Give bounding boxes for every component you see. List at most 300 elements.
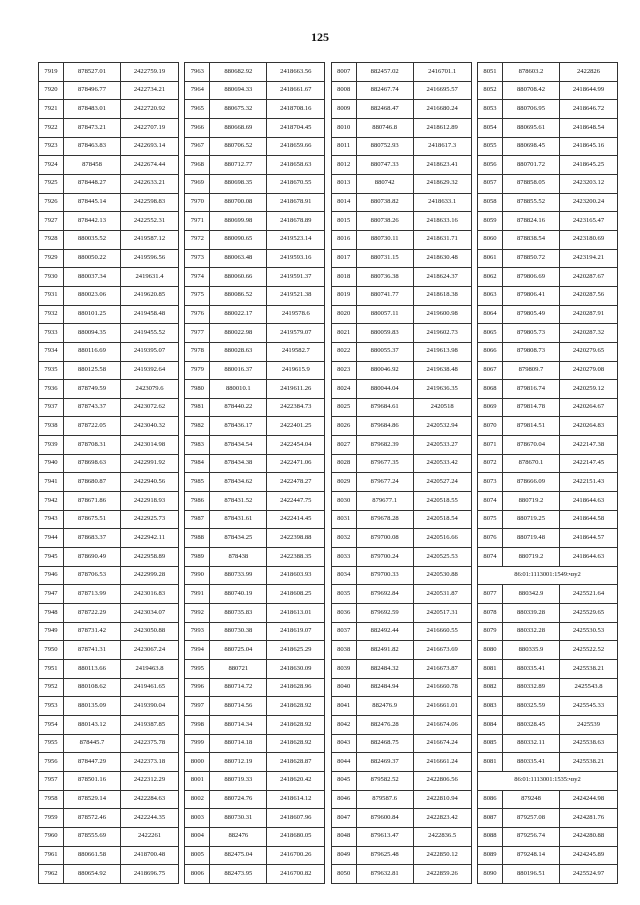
x-coordinate-cell: 878671.86 bbox=[64, 492, 121, 511]
x-coordinate-cell: 880682.92 bbox=[210, 63, 267, 82]
table-row bbox=[331, 734, 471, 753]
x-coordinate-cell: 878698.63 bbox=[64, 454, 121, 473]
table-row bbox=[185, 230, 325, 249]
x-coordinate-cell: 878527.01 bbox=[64, 63, 121, 82]
point-number-cell: 8061 bbox=[477, 249, 502, 268]
x-coordinate-cell: 880010.1 bbox=[210, 380, 267, 399]
table-row bbox=[185, 585, 325, 604]
table-row bbox=[331, 249, 471, 268]
y-coordinate-cell: 2422991.92 bbox=[121, 454, 179, 473]
point-number-cell: 7931 bbox=[39, 286, 64, 305]
table-row bbox=[39, 827, 179, 846]
x-coordinate-cell: 878483.01 bbox=[64, 100, 121, 119]
table-row bbox=[477, 790, 617, 809]
point-number-cell: 7959 bbox=[39, 809, 64, 828]
y-coordinate-cell: 2420518.54 bbox=[413, 510, 471, 529]
x-coordinate-cell: 879677.24 bbox=[356, 473, 413, 492]
y-coordinate-cell: 2425530.53 bbox=[559, 622, 617, 641]
point-number-cell: 8071 bbox=[477, 436, 502, 455]
y-coordinate-cell: 2422261 bbox=[121, 827, 179, 846]
point-number-cell: 8075 bbox=[477, 510, 502, 529]
table-row bbox=[185, 63, 325, 82]
x-coordinate-cell: 880714.18 bbox=[210, 734, 267, 753]
table-row bbox=[185, 790, 325, 809]
point-number-cell: 7919 bbox=[39, 63, 64, 82]
y-coordinate-cell: 2422674.44 bbox=[121, 156, 179, 175]
x-coordinate-cell: 880735.83 bbox=[210, 604, 267, 623]
table-row bbox=[39, 436, 179, 455]
point-number-cell: 8065 bbox=[477, 324, 502, 343]
table-row bbox=[185, 156, 325, 175]
y-coordinate-cell: 2419387.85 bbox=[121, 715, 179, 734]
point-number-cell: 7957 bbox=[39, 771, 64, 790]
y-coordinate-cell: 2422693.14 bbox=[121, 137, 179, 156]
y-coordinate-cell: 2418670.55 bbox=[267, 174, 325, 193]
point-number-cell: 7997 bbox=[185, 697, 210, 716]
x-coordinate-cell: 880719.33 bbox=[210, 771, 267, 790]
x-coordinate-cell: 882476.9 bbox=[356, 697, 413, 716]
x-coordinate-cell: 880339.28 bbox=[502, 604, 559, 623]
table-row bbox=[185, 697, 325, 716]
x-coordinate-cell: 879809.7 bbox=[502, 361, 559, 380]
point-number-cell: 7979 bbox=[185, 361, 210, 380]
y-coordinate-cell: 2418625.29 bbox=[267, 641, 325, 660]
x-coordinate-cell: 878670.1 bbox=[502, 454, 559, 473]
x-coordinate-cell: 879677.35 bbox=[356, 454, 413, 473]
y-coordinate-cell: 2423016.83 bbox=[121, 585, 179, 604]
table-row bbox=[39, 361, 179, 380]
point-number-cell: 8085 bbox=[477, 734, 502, 753]
point-number-cell: 7935 bbox=[39, 361, 64, 380]
point-number-cell: 8074 bbox=[477, 548, 502, 567]
point-number-cell: 8052 bbox=[477, 81, 502, 100]
y-coordinate-cell: 2422826 bbox=[559, 63, 617, 82]
table-row bbox=[331, 286, 471, 305]
point-number-cell: 8013 bbox=[331, 174, 356, 193]
table-row bbox=[185, 380, 325, 399]
y-coordinate-cell: 2418628.87 bbox=[267, 753, 325, 772]
table-row bbox=[331, 753, 471, 772]
x-coordinate-cell: 880731.15 bbox=[356, 249, 413, 268]
x-coordinate-cell: 879692.84 bbox=[356, 585, 413, 604]
y-coordinate-cell: 2416661.01 bbox=[413, 697, 471, 716]
table-row bbox=[185, 193, 325, 212]
point-number-cell: 7998 bbox=[185, 715, 210, 734]
point-number-cell: 7930 bbox=[39, 268, 64, 287]
y-coordinate-cell: 2420531.87 bbox=[413, 585, 471, 604]
y-coordinate-cell: 2419602.73 bbox=[413, 324, 471, 343]
point-number-cell: 8078 bbox=[477, 604, 502, 623]
point-number-cell: 7928 bbox=[39, 230, 64, 249]
point-number-cell: 7941 bbox=[39, 473, 64, 492]
y-coordinate-cell: 2418614.12 bbox=[267, 790, 325, 809]
x-coordinate-cell: 878445.7 bbox=[64, 734, 121, 753]
table-row bbox=[477, 622, 617, 641]
table-row bbox=[331, 100, 471, 119]
table-row bbox=[477, 436, 617, 455]
table-row bbox=[331, 697, 471, 716]
x-coordinate-cell: 880196.51 bbox=[502, 865, 559, 884]
x-coordinate-cell: 880738.26 bbox=[356, 212, 413, 231]
table-row bbox=[185, 436, 325, 455]
table-row bbox=[39, 212, 179, 231]
point-number-cell: 8006 bbox=[185, 865, 210, 884]
table-row bbox=[185, 566, 325, 585]
table-row bbox=[331, 417, 471, 436]
point-number-cell: 7926 bbox=[39, 193, 64, 212]
y-coordinate-cell: 2418645.25 bbox=[559, 156, 617, 175]
y-coordinate-cell: 2419395.07 bbox=[121, 342, 179, 361]
table-row bbox=[477, 641, 617, 660]
point-number-cell: 8011 bbox=[331, 137, 356, 156]
y-coordinate-cell: 2422401.25 bbox=[267, 417, 325, 436]
table-row bbox=[477, 865, 617, 884]
point-number-cell: 8068 bbox=[477, 380, 502, 399]
table-row bbox=[477, 585, 617, 604]
table-row bbox=[185, 715, 325, 734]
x-coordinate-cell: 880016.37 bbox=[210, 361, 267, 380]
table-row bbox=[185, 753, 325, 772]
point-number-cell: 8015 bbox=[331, 212, 356, 231]
point-number-cell: 7989 bbox=[185, 548, 210, 567]
y-coordinate-cell: 2420525.53 bbox=[413, 548, 471, 567]
y-coordinate-cell: 2422806.56 bbox=[413, 771, 471, 790]
y-coordinate-cell: 2423079.6 bbox=[121, 380, 179, 399]
coordinate-table-2 bbox=[184, 62, 325, 884]
x-coordinate-cell: 878434.54 bbox=[210, 436, 267, 455]
point-number-cell: 7976 bbox=[185, 305, 210, 324]
x-coordinate-cell: 879257.08 bbox=[502, 809, 559, 828]
point-number-cell: 8064 bbox=[477, 305, 502, 324]
x-coordinate-cell: 880719.48 bbox=[502, 529, 559, 548]
point-number-cell: 8028 bbox=[331, 454, 356, 473]
y-coordinate-cell: 2416660.78 bbox=[413, 678, 471, 697]
point-number-cell: 7975 bbox=[185, 286, 210, 305]
x-coordinate-cell: 880675.32 bbox=[210, 100, 267, 119]
x-coordinate-cell: 880037.34 bbox=[64, 268, 121, 287]
x-coordinate-cell: 880332.89 bbox=[502, 678, 559, 697]
x-coordinate-cell: 880335.41 bbox=[502, 660, 559, 679]
x-coordinate-cell: 879808.73 bbox=[502, 342, 559, 361]
y-coordinate-cell: 2419521.38 bbox=[267, 286, 325, 305]
point-number-cell: 7947 bbox=[39, 585, 64, 604]
y-coordinate-cell: 2420264.83 bbox=[559, 417, 617, 436]
x-coordinate-cell: 879805.73 bbox=[502, 324, 559, 343]
table-row bbox=[477, 660, 617, 679]
y-coordinate-cell: 2418613.01 bbox=[267, 604, 325, 623]
table-row bbox=[39, 174, 179, 193]
table-row bbox=[39, 230, 179, 249]
y-coordinate-cell: 2423067.24 bbox=[121, 641, 179, 660]
table-row bbox=[39, 454, 179, 473]
point-number-cell: 7944 bbox=[39, 529, 64, 548]
point-number-cell: 8039 bbox=[331, 660, 356, 679]
point-number-cell: 7994 bbox=[185, 641, 210, 660]
point-number-cell: 8014 bbox=[331, 193, 356, 212]
x-coordinate-cell: 879682.39 bbox=[356, 436, 413, 455]
table-row bbox=[331, 771, 471, 790]
x-coordinate-cell: 880712.19 bbox=[210, 753, 267, 772]
y-coordinate-cell: 2425521.64 bbox=[559, 585, 617, 604]
y-coordinate-cell: 2418645.16 bbox=[559, 137, 617, 156]
x-coordinate-cell: 880740.19 bbox=[210, 585, 267, 604]
table-row bbox=[331, 174, 471, 193]
y-coordinate-cell: 2422633.21 bbox=[121, 174, 179, 193]
point-number-cell: 8067 bbox=[477, 361, 502, 380]
x-coordinate-cell: 879678.28 bbox=[356, 510, 413, 529]
point-number-cell: 7945 bbox=[39, 548, 64, 567]
point-number-cell: 8074 bbox=[477, 492, 502, 511]
table-row bbox=[39, 548, 179, 567]
table-row bbox=[185, 809, 325, 828]
x-coordinate-cell: 880055.37 bbox=[356, 342, 413, 361]
y-coordinate-cell: 2420518.55 bbox=[413, 492, 471, 511]
y-coordinate-cell: 2422375.78 bbox=[121, 734, 179, 753]
table-row bbox=[477, 156, 617, 175]
table-row bbox=[39, 641, 179, 660]
point-number-cell: 8055 bbox=[477, 137, 502, 156]
point-number-cell: 8060 bbox=[477, 230, 502, 249]
x-coordinate-cell: 880712.77 bbox=[210, 156, 267, 175]
point-number-cell: 7933 bbox=[39, 324, 64, 343]
point-number-cell: 8032 bbox=[331, 529, 356, 548]
x-coordinate-cell: 878473.21 bbox=[64, 118, 121, 137]
table-row bbox=[185, 660, 325, 679]
point-number-cell: 8038 bbox=[331, 641, 356, 660]
point-number-cell: 8040 bbox=[331, 678, 356, 697]
y-coordinate-cell: 2418644.63 bbox=[559, 548, 617, 567]
table-row bbox=[477, 454, 617, 473]
table-row bbox=[39, 249, 179, 268]
x-coordinate-cell: 880113.66 bbox=[64, 660, 121, 679]
table-row bbox=[477, 492, 617, 511]
table-row bbox=[39, 809, 179, 828]
x-coordinate-cell: 882457.02 bbox=[356, 63, 413, 82]
point-number-cell: 8029 bbox=[331, 473, 356, 492]
x-coordinate-cell: 879806.69 bbox=[502, 268, 559, 287]
coordinate-table-4 bbox=[477, 62, 618, 884]
table-row bbox=[185, 771, 325, 790]
point-number-cell: 7964 bbox=[185, 81, 210, 100]
y-coordinate-cell: 2422478.27 bbox=[267, 473, 325, 492]
y-coordinate-cell: 2422918.93 bbox=[121, 492, 179, 511]
x-coordinate-cell: 878445.14 bbox=[64, 193, 121, 212]
y-coordinate-cell: 2422598.83 bbox=[121, 193, 179, 212]
y-coordinate-cell: 2419458.48 bbox=[121, 305, 179, 324]
point-number-cell: 7968 bbox=[185, 156, 210, 175]
y-coordinate-cell: 2420533.27 bbox=[413, 436, 471, 455]
x-coordinate-cell: 880730.11 bbox=[356, 230, 413, 249]
point-number-cell: 7972 bbox=[185, 230, 210, 249]
x-coordinate-cell: 878438 bbox=[210, 548, 267, 567]
x-coordinate-cell: 880730.38 bbox=[210, 622, 267, 641]
table-row bbox=[185, 473, 325, 492]
point-number-cell: 8020 bbox=[331, 305, 356, 324]
table-row bbox=[331, 510, 471, 529]
point-number-cell: 7981 bbox=[185, 398, 210, 417]
point-number-cell: 8087 bbox=[477, 809, 502, 828]
point-number-cell: 7953 bbox=[39, 697, 64, 716]
y-coordinate-cell: 2419636.35 bbox=[413, 380, 471, 399]
table-row bbox=[185, 827, 325, 846]
x-coordinate-cell: 878850.72 bbox=[502, 249, 559, 268]
y-coordinate-cell: 2423050.88 bbox=[121, 622, 179, 641]
x-coordinate-cell: 880116.69 bbox=[64, 342, 121, 361]
x-coordinate-cell: 880654.92 bbox=[64, 865, 121, 884]
point-number-cell: 7951 bbox=[39, 660, 64, 679]
x-coordinate-cell: 880108.62 bbox=[64, 678, 121, 697]
x-coordinate-cell: 880706.95 bbox=[502, 100, 559, 119]
point-number-cell: 8077 bbox=[477, 585, 502, 604]
x-coordinate-cell: 879805.49 bbox=[502, 305, 559, 324]
y-coordinate-cell: 2422552.31 bbox=[121, 212, 179, 231]
x-coordinate-cell: 880708.42 bbox=[502, 81, 559, 100]
table-row bbox=[331, 548, 471, 567]
y-coordinate-cell: 2422147.38 bbox=[559, 436, 617, 455]
table-row bbox=[185, 529, 325, 548]
point-number-cell: 8010 bbox=[331, 118, 356, 137]
table-row bbox=[477, 361, 617, 380]
x-coordinate-cell: 878458 bbox=[64, 156, 121, 175]
point-number-cell: 7988 bbox=[185, 529, 210, 548]
point-number-cell: 7987 bbox=[185, 510, 210, 529]
table-row bbox=[185, 324, 325, 343]
x-coordinate-cell: 880125.58 bbox=[64, 361, 121, 380]
point-number-cell: 8009 bbox=[331, 100, 356, 119]
y-coordinate-cell: 2422823.42 bbox=[413, 809, 471, 828]
y-coordinate-cell: 2418623.41 bbox=[413, 156, 471, 175]
y-coordinate-cell: 2424280.88 bbox=[559, 827, 617, 846]
x-coordinate-cell: 878572.46 bbox=[64, 809, 121, 828]
table-row bbox=[331, 230, 471, 249]
y-coordinate-cell: 2418630.48 bbox=[413, 249, 471, 268]
x-coordinate-cell: 882473.95 bbox=[210, 865, 267, 884]
y-coordinate-cell: 2418620.42 bbox=[267, 771, 325, 790]
y-coordinate-cell: 2422398.88 bbox=[267, 529, 325, 548]
point-number-cell: 7939 bbox=[39, 436, 64, 455]
point-number-cell: 8080 bbox=[477, 641, 502, 660]
point-number-cell: 8073 bbox=[477, 473, 502, 492]
point-number-cell: 8072 bbox=[477, 454, 502, 473]
x-coordinate-cell: 878722.05 bbox=[64, 417, 121, 436]
point-number-cell: 7932 bbox=[39, 305, 64, 324]
point-number-cell: 7929 bbox=[39, 249, 64, 268]
point-number-cell: 8090 bbox=[477, 865, 502, 884]
x-coordinate-cell: 882491.82 bbox=[356, 641, 413, 660]
point-number-cell: 7996 bbox=[185, 678, 210, 697]
y-coordinate-cell: 2420517.31 bbox=[413, 604, 471, 623]
y-coordinate-cell: 2418680.05 bbox=[267, 827, 325, 846]
x-coordinate-cell: 880044.04 bbox=[356, 380, 413, 399]
point-number-cell: 8042 bbox=[331, 715, 356, 734]
point-number-cell: 8043 bbox=[331, 734, 356, 753]
x-coordinate-cell: 878690.49 bbox=[64, 548, 121, 567]
y-coordinate-cell: 2418644.58 bbox=[559, 510, 617, 529]
table-row bbox=[185, 249, 325, 268]
x-coordinate-cell: 878666.09 bbox=[502, 473, 559, 492]
x-coordinate-cell: 879248.14 bbox=[502, 846, 559, 865]
table-row bbox=[185, 212, 325, 231]
x-coordinate-cell: 880060.66 bbox=[210, 268, 267, 287]
point-number-cell: 8018 bbox=[331, 268, 356, 287]
x-coordinate-cell: 880714.72 bbox=[210, 678, 267, 697]
x-coordinate-cell: 879684.61 bbox=[356, 398, 413, 417]
point-number-cell: 8031 bbox=[331, 510, 356, 529]
table-row bbox=[331, 380, 471, 399]
table-row bbox=[331, 529, 471, 548]
x-coordinate-cell: 880050.22 bbox=[64, 249, 121, 268]
table-row bbox=[185, 548, 325, 567]
y-coordinate-cell: 2422720.92 bbox=[121, 100, 179, 119]
x-coordinate-cell: 878434.38 bbox=[210, 454, 267, 473]
table-row bbox=[477, 846, 617, 865]
table-row bbox=[477, 604, 617, 623]
table-row bbox=[477, 734, 617, 753]
table-row bbox=[39, 604, 179, 623]
point-number-cell: 8054 bbox=[477, 118, 502, 137]
point-number-cell: 7990 bbox=[185, 566, 210, 585]
x-coordinate-cell: 880714.56 bbox=[210, 697, 267, 716]
y-coordinate-cell: 2422312.29 bbox=[121, 771, 179, 790]
y-coordinate-cell: 2416673.87 bbox=[413, 660, 471, 679]
x-coordinate-cell: 880694.33 bbox=[210, 81, 267, 100]
x-coordinate-cell: 880135.09 bbox=[64, 697, 121, 716]
point-number-cell: 8081 bbox=[477, 660, 502, 679]
y-coordinate-cell: 2418628.92 bbox=[267, 734, 325, 753]
point-number-cell: 7970 bbox=[185, 193, 210, 212]
x-coordinate-cell: 880668.69 bbox=[210, 118, 267, 137]
y-coordinate-cell: 2425538.21 bbox=[559, 753, 617, 772]
x-coordinate-cell: 880332.28 bbox=[502, 622, 559, 641]
x-coordinate-cell: 879700.24 bbox=[356, 548, 413, 567]
table-row bbox=[331, 361, 471, 380]
y-coordinate-cell: 2418628.92 bbox=[267, 697, 325, 716]
y-coordinate-cell: 2416674.06 bbox=[413, 715, 471, 734]
point-number-cell: 7958 bbox=[39, 790, 64, 809]
x-coordinate-cell: 882484.32 bbox=[356, 660, 413, 679]
x-coordinate-cell: 878749.59 bbox=[64, 380, 121, 399]
point-number-cell: 7942 bbox=[39, 492, 64, 511]
table-row bbox=[39, 193, 179, 212]
y-coordinate-cell: 2422850.12 bbox=[413, 846, 471, 865]
table-row bbox=[331, 324, 471, 343]
table-row bbox=[39, 286, 179, 305]
point-number-cell: 8076 bbox=[477, 529, 502, 548]
x-coordinate-cell: 880736.38 bbox=[356, 268, 413, 287]
table-row bbox=[185, 454, 325, 473]
table-row bbox=[477, 286, 617, 305]
x-coordinate-cell: 880325.59 bbox=[502, 697, 559, 716]
point-number-cell: 7969 bbox=[185, 174, 210, 193]
point-number-cell: 8088 bbox=[477, 827, 502, 846]
point-number-cell: 8025 bbox=[331, 398, 356, 417]
table-row bbox=[39, 585, 179, 604]
x-coordinate-cell: 880725.04 bbox=[210, 641, 267, 660]
y-coordinate-cell: 2418629.32 bbox=[413, 174, 471, 193]
x-coordinate-cell: 878824.16 bbox=[502, 212, 559, 231]
y-coordinate-cell: 2423180.69 bbox=[559, 230, 617, 249]
parcel-header-cell: 86:01:1113001:1535:чзу2 bbox=[477, 771, 617, 790]
y-coordinate-cell: 2420287.56 bbox=[559, 286, 617, 305]
point-number-cell: 7992 bbox=[185, 604, 210, 623]
y-coordinate-cell: 2418678.89 bbox=[267, 212, 325, 231]
point-number-cell: 8021 bbox=[331, 324, 356, 343]
table-row bbox=[185, 678, 325, 697]
y-coordinate-cell: 2420530.88 bbox=[413, 566, 471, 585]
table-row bbox=[39, 510, 179, 529]
point-number-cell: 7999 bbox=[185, 734, 210, 753]
y-coordinate-cell: 2418631.71 bbox=[413, 230, 471, 249]
